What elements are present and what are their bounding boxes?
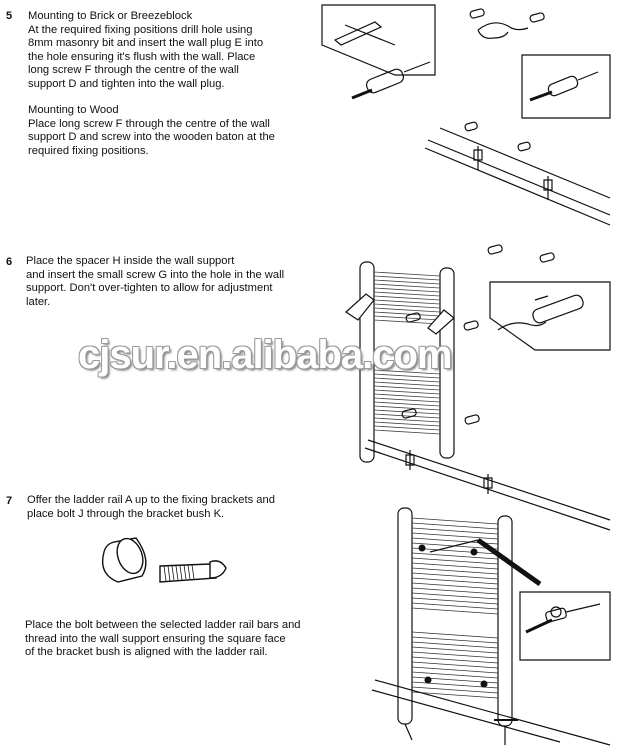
step-5-wood-line: Place long screw F through the centre of the wall xyxy=(28,117,270,130)
step-5-brick-line: At the required fixing positions drill hole using xyxy=(28,23,253,36)
step-7-line: place bolt J through the bracket bush K. xyxy=(27,507,225,520)
bracket-dot xyxy=(481,681,487,687)
step-6-line: support. Don't over-tighten to allow for adjustment xyxy=(26,282,273,295)
step-5-brick-line: 8mm masonry bit and insert the wall plug E into xyxy=(28,37,264,50)
bracket-dot xyxy=(425,677,431,683)
step-5-wood-title: Mounting to Wood xyxy=(28,104,119,116)
step-6-number: 6 xyxy=(6,256,13,268)
step-6-line: and insert the small screw G into the hole in the wall xyxy=(26,268,285,281)
watermark: cjsur.en.alibaba.com xyxy=(78,333,452,377)
step-5-number: 5 xyxy=(6,10,13,22)
step-7-note-line: of the bracket bush is aligned with the ladder rail. xyxy=(25,646,268,659)
step-5-brick-line: long screw F through the centre of the wall xyxy=(28,64,239,77)
step-7-number: 7 xyxy=(6,495,13,507)
bracket-dot xyxy=(471,549,477,555)
step-5-brick-line: the hole ensuring it's flush with the wall. Place xyxy=(28,50,256,63)
bracket-dot xyxy=(419,545,425,551)
step-5-wood-line: support D and screw into the wooden baton at the xyxy=(28,131,275,144)
step-5-brick-title: Mounting to Brick or Breezeblock xyxy=(28,10,193,22)
step-5-wood-line: required fixing positions. xyxy=(28,144,149,157)
step-6-line: Place the spacer H inside the wall support xyxy=(26,255,235,267)
step-7-note-line: thread into the wall support ensuring the square face xyxy=(25,632,286,645)
ladder-upright-right xyxy=(498,516,512,726)
ladder-upright-left xyxy=(398,508,412,724)
step-5-brick-line: support D and tighten into the wall plug. xyxy=(28,77,225,90)
callout-box-bolt xyxy=(520,592,610,660)
bolt-head xyxy=(210,561,226,578)
step-7-note-line: Place the bolt between the selected ladder rail bars and xyxy=(25,619,301,631)
step-7-line: Offer the ladder rail A up to the fixing brackets and xyxy=(27,494,275,506)
step-6-line: later. xyxy=(26,295,51,308)
